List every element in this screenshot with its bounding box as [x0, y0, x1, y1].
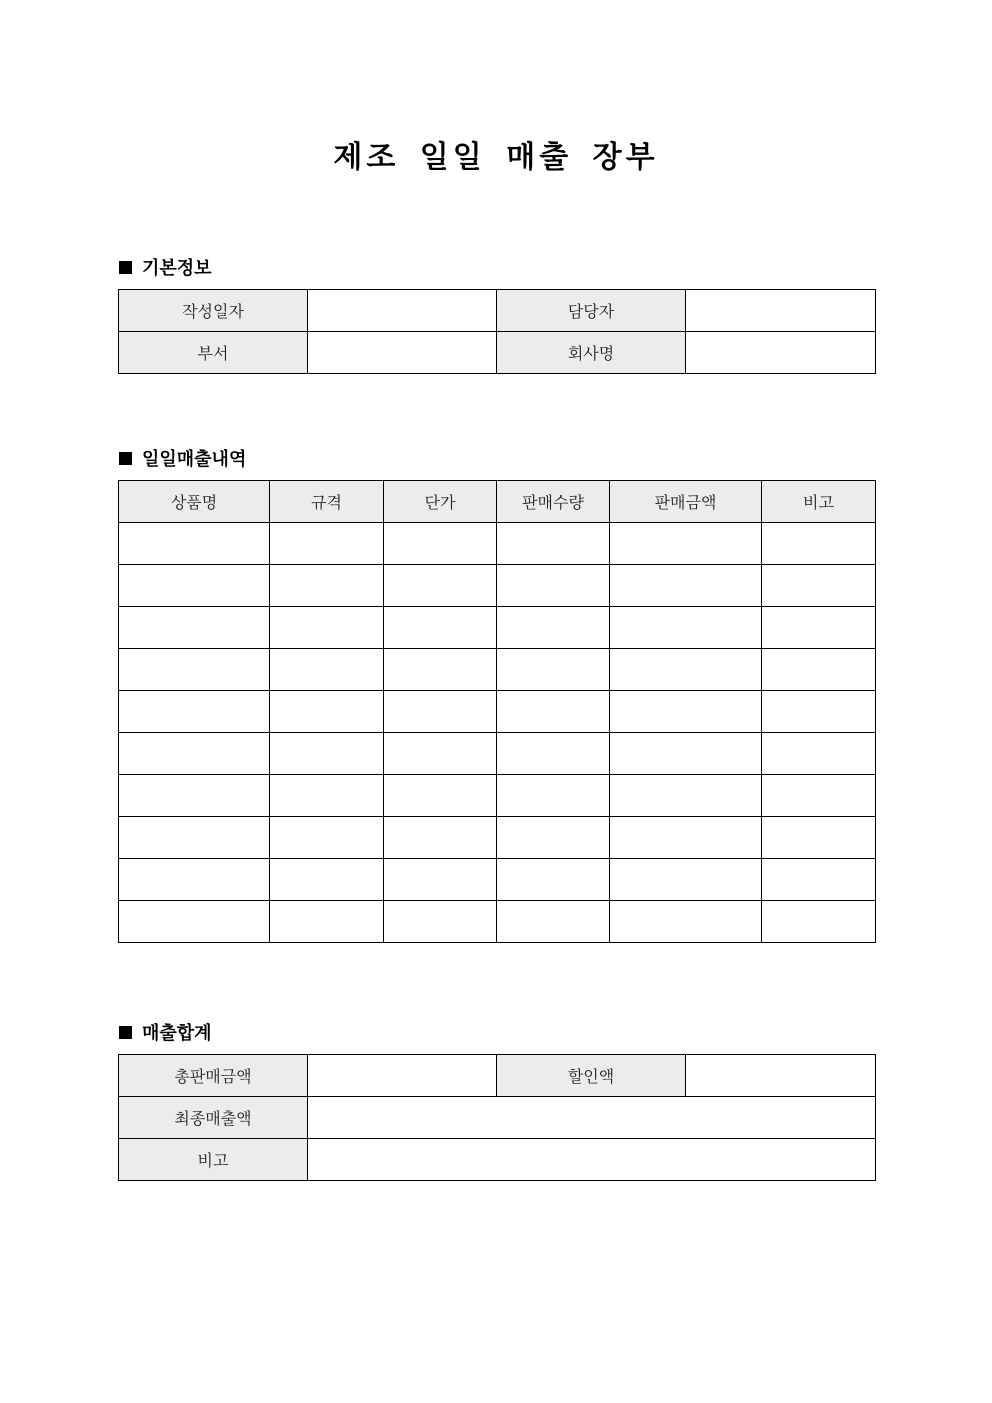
department-field[interactable] [308, 332, 497, 374]
square-bullet-icon [119, 452, 132, 465]
table-row [119, 859, 876, 901]
sales-total-heading [119, 1019, 212, 1045]
sales-amount-cell[interactable] [610, 901, 762, 943]
column-header-unit-price: 단가 [384, 481, 497, 523]
unit-price-cell[interactable] [384, 649, 497, 691]
table-row [119, 523, 876, 565]
product-name-cell[interactable] [119, 523, 270, 565]
quantity-cell[interactable] [497, 733, 610, 775]
remarks-cell[interactable] [762, 607, 876, 649]
spec-cell[interactable] [270, 817, 384, 859]
document-title: 제조 일일 매출 장부 [333, 140, 659, 175]
unit-price-cell[interactable] [384, 523, 497, 565]
remarks-cell[interactable] [762, 691, 876, 733]
quantity-cell[interactable] [497, 817, 610, 859]
quantity-cell[interactable] [497, 901, 610, 943]
daily-sales-heading [119, 445, 246, 471]
product-name-cell[interactable] [119, 607, 270, 649]
table-row [119, 901, 876, 943]
sales-amount-cell[interactable] [610, 523, 762, 565]
product-name-cell[interactable] [119, 565, 270, 607]
table-row [119, 691, 876, 733]
spec-cell[interactable] [270, 523, 384, 565]
table-row [119, 817, 876, 859]
sales-amount-cell[interactable] [610, 775, 762, 817]
label-write-date: 작성일자 [119, 290, 308, 332]
unit-price-cell[interactable] [384, 817, 497, 859]
product-name-cell[interactable] [119, 859, 270, 901]
spec-cell[interactable] [270, 733, 384, 775]
unit-price-cell[interactable] [384, 733, 497, 775]
quantity-cell[interactable] [497, 607, 610, 649]
column-header-spec: 규격 [270, 481, 384, 523]
square-bullet-icon [119, 261, 132, 274]
basic-info-heading [119, 254, 212, 280]
quantity-cell[interactable] [497, 649, 610, 691]
spec-cell[interactable] [270, 607, 384, 649]
basic-info-heading-text: 기본정보 [142, 258, 212, 279]
basic-info-table [118, 289, 876, 374]
spec-cell[interactable] [270, 691, 384, 733]
label-company-name: 회사명 [497, 332, 686, 374]
sales-amount-cell[interactable] [610, 565, 762, 607]
product-name-cell[interactable] [119, 775, 270, 817]
write-date-field[interactable] [308, 290, 497, 332]
column-header-sales-amount: 판매금액 [610, 481, 762, 523]
unit-price-cell[interactable] [384, 901, 497, 943]
sales-total-table [118, 1054, 876, 1181]
remarks-cell[interactable] [762, 733, 876, 775]
table-row [119, 607, 876, 649]
table-row [119, 565, 876, 607]
daily-sales-heading-text: 일일매출내역 [142, 449, 247, 470]
sales-amount-cell[interactable] [610, 733, 762, 775]
column-header-quantity: 판매수량 [497, 481, 610, 523]
remarks-cell[interactable] [762, 523, 876, 565]
total-sales-amount-field[interactable] [308, 1055, 497, 1097]
total-remarks-field[interactable] [308, 1139, 876, 1181]
sales-amount-cell[interactable] [610, 859, 762, 901]
product-name-cell[interactable] [119, 817, 270, 859]
sales-amount-cell[interactable] [610, 649, 762, 691]
table-row [119, 775, 876, 817]
unit-price-cell[interactable] [384, 607, 497, 649]
discount-amount-field[interactable] [686, 1055, 876, 1097]
quantity-cell[interactable] [497, 523, 610, 565]
label-manager: 담당자 [497, 290, 686, 332]
unit-price-cell[interactable] [384, 565, 497, 607]
remarks-cell[interactable] [762, 859, 876, 901]
daily-sales-body [119, 523, 876, 943]
column-header-remarks: 비고 [762, 481, 876, 523]
product-name-cell[interactable] [119, 691, 270, 733]
product-name-cell[interactable] [119, 733, 270, 775]
sales-total-heading-text: 매출합계 [142, 1023, 212, 1044]
remarks-cell[interactable] [762, 649, 876, 691]
spec-cell[interactable] [270, 649, 384, 691]
table-row [119, 733, 876, 775]
remarks-cell[interactable] [762, 565, 876, 607]
remarks-cell[interactable] [762, 901, 876, 943]
table-row [119, 1139, 876, 1181]
table-header-row [119, 481, 876, 523]
table-row [119, 1055, 876, 1097]
company-name-field[interactable] [686, 332, 876, 374]
square-bullet-icon [119, 1026, 132, 1039]
quantity-cell[interactable] [497, 775, 610, 817]
unit-price-cell[interactable] [384, 775, 497, 817]
table-row [119, 1097, 876, 1139]
quantity-cell[interactable] [497, 691, 610, 733]
remarks-cell[interactable] [762, 775, 876, 817]
final-sales-amount-field[interactable] [308, 1097, 876, 1139]
column-header-product-name: 상품명 [119, 481, 270, 523]
sales-amount-cell[interactable] [610, 817, 762, 859]
quantity-cell[interactable] [497, 565, 610, 607]
spec-cell[interactable] [270, 859, 384, 901]
label-discount-amount: 할인액 [497, 1055, 686, 1097]
unit-price-cell[interactable] [384, 691, 497, 733]
label-final-sales-amount: 최종매출액 [119, 1097, 308, 1139]
label-department: 부서 [119, 332, 308, 374]
label-total-sales-amount: 총판매금액 [119, 1055, 308, 1097]
remarks-cell[interactable] [762, 817, 876, 859]
spec-cell[interactable] [270, 775, 384, 817]
table-row [119, 332, 876, 374]
product-name-cell[interactable] [119, 901, 270, 943]
spec-cell[interactable] [270, 565, 384, 607]
sales-amount-cell[interactable] [610, 691, 762, 733]
daily-sales-table [118, 480, 876, 943]
table-row [119, 290, 876, 332]
spec-cell[interactable] [270, 901, 384, 943]
sales-amount-cell[interactable] [610, 607, 762, 649]
product-name-cell[interactable] [119, 649, 270, 691]
table-row [119, 649, 876, 691]
label-total-remarks: 비고 [119, 1139, 308, 1181]
unit-price-cell[interactable] [384, 859, 497, 901]
quantity-cell[interactable] [497, 859, 610, 901]
manager-field[interactable] [686, 290, 876, 332]
